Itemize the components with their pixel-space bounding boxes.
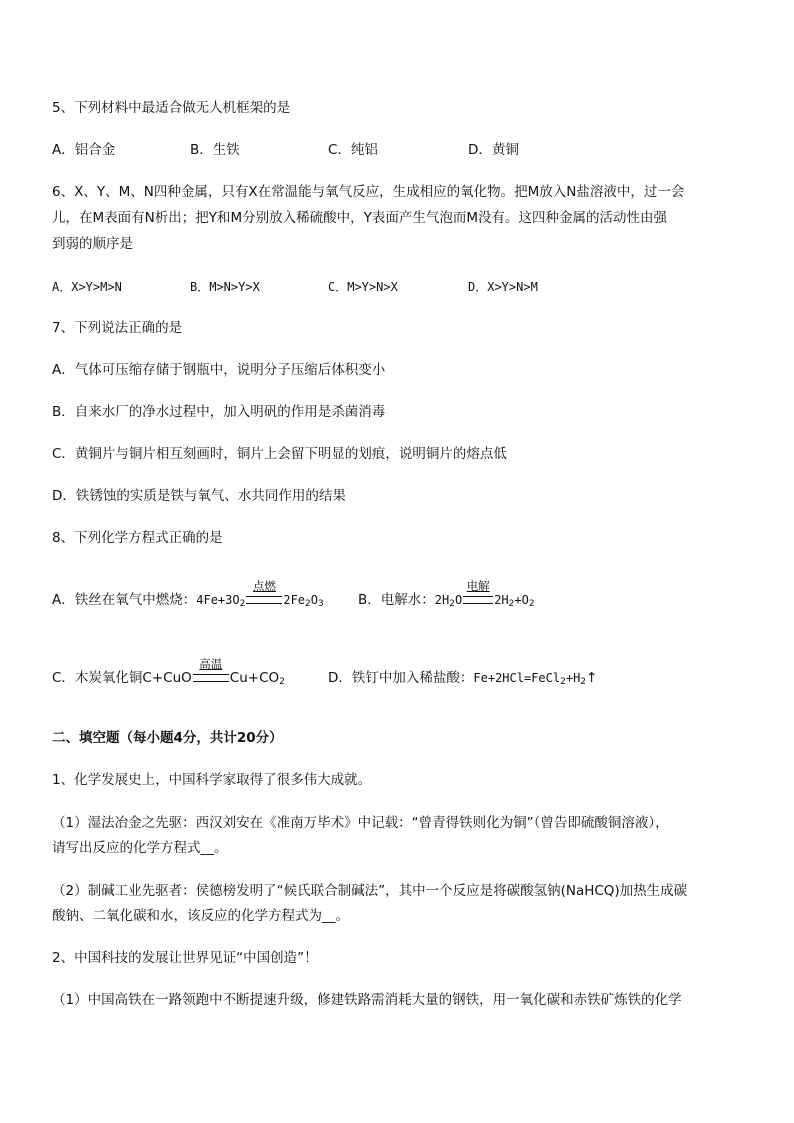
f1-p2-line1: （2）制碱工业先驱者：侯德榜发明了“候氏联合制碱法”，其中一个反应是将碳酸氢钠(NaHCQ)加热生成碳 <box>52 883 688 899</box>
q8-option-d <box>328 668 597 688</box>
q8-a-left: 4Fe+3O <box>196 593 240 607</box>
q8-c-condition <box>193 657 229 688</box>
q8-c-label: C．木炭氧化铜C+CuO <box>52 670 192 686</box>
q7-option-a: A．气体可压缩存储于钢瓶中，说明分子压缩后体积变小 <box>52 362 386 378</box>
q8-d-arrow: ↑ <box>586 670 598 686</box>
q7-option-b: B．自来水厂的净水过程中，加入明矾的作用是杀菌消毒 <box>52 404 386 420</box>
q8-a-sub1: 2 <box>239 599 246 609</box>
q8-a-equals-sign <box>246 596 282 604</box>
q8-b-label: B．电解水： <box>358 592 435 608</box>
q8-b-right2: +O <box>514 593 529 607</box>
q8-a-sub2: 2 <box>305 599 311 609</box>
q8-option-c <box>52 657 285 688</box>
q8-a-right: 2Fe <box>283 593 306 607</box>
q8-c-equals-sign <box>193 674 229 682</box>
q8-a-sub3: 3 <box>318 599 324 609</box>
q8-b-cond-text: 电解 <box>466 579 490 593</box>
q7-stem: 7、下列说法正确的是 <box>52 320 183 336</box>
q7-option-d: D．铁锈蚀的实质是铁与氧气、水共同作用的结果 <box>52 488 346 504</box>
q8-b-sub2: 2 <box>508 599 515 609</box>
q8-d-eq2: +H <box>565 671 581 685</box>
q8-b-right: 2H <box>494 593 509 607</box>
q8-option-a <box>52 579 324 610</box>
q8-c-right: Cu+CO <box>229 670 280 686</box>
q8-c-cond-text: 高温 <box>199 657 223 671</box>
q5-option-c: C．纯铝 <box>328 142 378 158</box>
q8-b-sub3: 2 <box>528 599 535 609</box>
f1-p1-line2: 请写出反应的化学方程式__。 <box>52 840 228 856</box>
f1-stem: 1、化学发展史上，中国科学家取得了很多伟大成就。 <box>52 772 372 788</box>
f2-p1-line1: （1）中国高铁在一路领跑中不断提速升级，修建铁路需消耗大量的钢铁，用一氧化碳和赤铁矿炼铁的化学 <box>52 992 682 1008</box>
q8-b-condition <box>463 579 493 610</box>
q7-option-c: C．黄铜片与铜片相互刻画时，铜片上会留下明显的划痕，说明铜片的熔点低 <box>52 446 507 462</box>
q8-c-sub1: 2 <box>279 677 285 687</box>
q8-d-sub2: 2 <box>580 677 587 687</box>
section2-title: 二、填空题（每小题4分，共计20分） <box>52 730 283 746</box>
q8-stem: 8、下列化学方程式正确的是 <box>52 530 223 546</box>
q8-a-condition <box>246 579 282 610</box>
q5-option-a: A．铝合金 <box>52 142 116 158</box>
q8-b-left2: O <box>454 593 463 607</box>
f2-stem: 2、中国科技的发展让世界见证“中国创造”！ <box>52 950 318 966</box>
q8-b-left: 2H <box>434 593 450 607</box>
q6-stem-line3: 到弱的顺序是 <box>52 236 133 252</box>
q8-option-b <box>358 579 535 610</box>
q6-option-b: B．M>N>Y>X <box>190 280 260 294</box>
q8-d-label: D．铁钉中加入稀盐酸： <box>328 670 474 686</box>
q8-a-cond-text: 点燃 <box>252 579 276 593</box>
q8-a-label: A．铁丝在氧气中燃烧： <box>52 592 197 608</box>
q8-b-equals-sign <box>463 596 493 604</box>
q6-stem-line2: 儿，在M表面有N析出；把Y和M分别放入稀硫酸中，Y表面产生气泡而M没有。这四种金属的活动性由强 <box>52 210 668 226</box>
q6-option-a: A．X>Y>M>N <box>52 280 122 294</box>
q6-stem-line1: 6、X、Y、M、N四种金属，只有X在常温能与氧气反应，生成相应的氧化物。把M放入N盐溶液中，过一会 <box>52 184 685 200</box>
q6-option-d: D．X>Y>N>M <box>468 280 538 294</box>
f1-p2-line2: 酸钠、二氧化碳和水，该反应的化学方程式为__。 <box>52 908 349 924</box>
q8-d-eq: Fe+2HCl=FeCl <box>473 671 561 685</box>
q8-b-sub1: 2 <box>449 599 455 609</box>
q8-a-right2: O <box>310 593 318 607</box>
q5-stem: 5、下列材料中最适合做无人机框架的是 <box>52 100 291 116</box>
q8-d-sub1: 2 <box>560 677 566 687</box>
q5-option-b: B．生铁 <box>190 142 240 158</box>
q5-option-d: D．黄铜 <box>468 142 519 158</box>
q6-option-c: C．M>Y>N>X <box>328 280 398 294</box>
f1-p1-line1: （1）湿法冶金之先驱：西汉刘安在《准南万毕术》中记载：“曾青得铁则化为铜”（曾告即硫酸铜溶液）， <box>52 815 669 831</box>
